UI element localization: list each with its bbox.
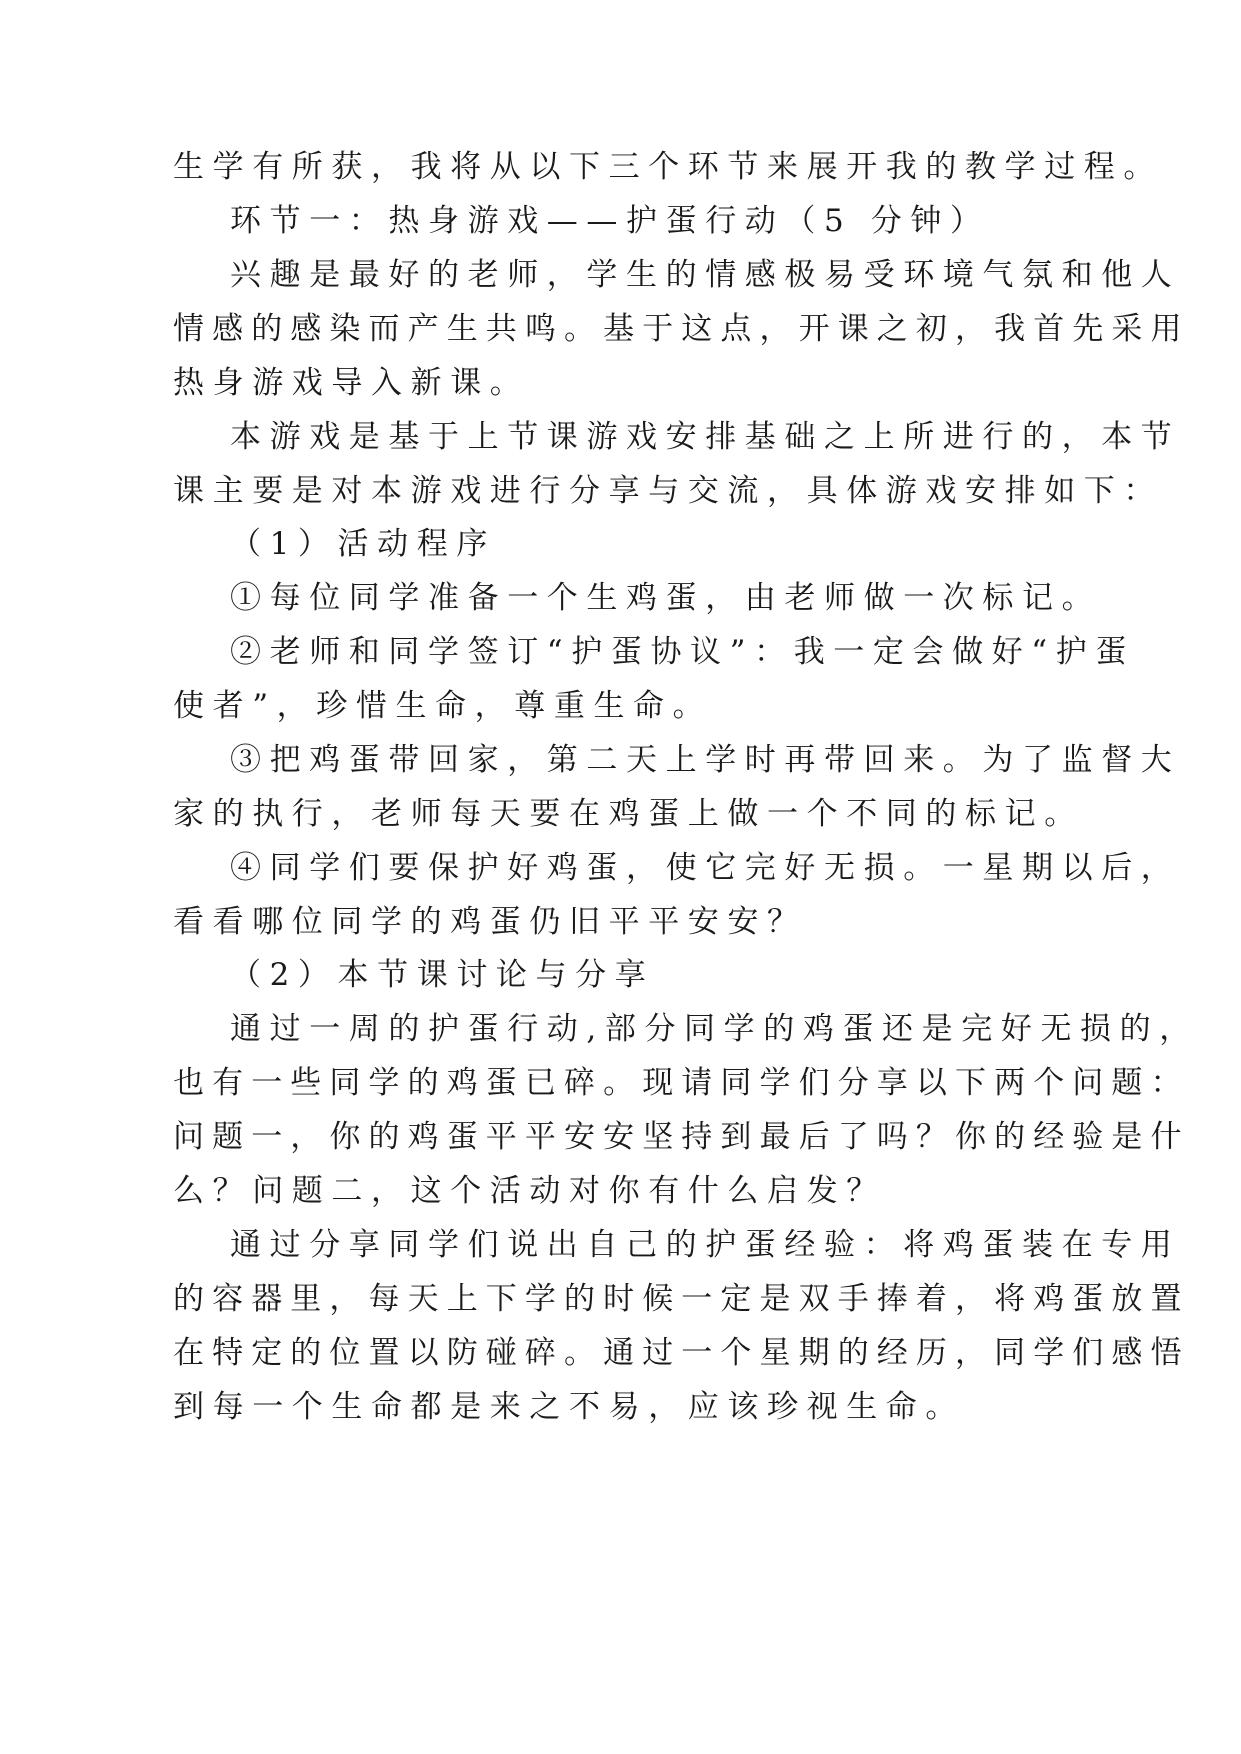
text-line: 情感的感染而产生共鸣。基于这点，开课之初，我首先采用 <box>173 311 1190 347</box>
text-line: 么？问题二，这个活动对你有什么启发？ <box>173 1173 886 1209</box>
text-line: 也有一些同学的鸡蛋已碎。现请同学们分享以下两个问题： <box>173 1065 1190 1101</box>
text-line: 到每一个生命都是来之不易，应该珍视生命。 <box>173 1389 965 1425</box>
section-heading: 环节一：热身游戏——护蛋行动（5 分钟） <box>230 203 990 239</box>
text-line: 本游戏是基于上节课游戏安排基础之上所进行的，本节 <box>230 419 1181 455</box>
list-item: ①每位同学准备一个生鸡蛋，由老师做一次标记。 <box>230 580 1102 616</box>
text-line: 兴趣是最好的老师，学生的情感极易受环境气氛和他人 <box>230 257 1181 293</box>
text-line: 问题一，你的鸡蛋平平安安坚持到最后了吗？你的经验是什 <box>173 1119 1190 1155</box>
text-line: 看看哪位同学的鸡蛋仍旧平平安安？ <box>173 904 807 940</box>
text-line: 的容器里，每天上下学的时候一定是双手捧着，将鸡蛋放置 <box>173 1281 1190 1317</box>
text-line: 生学有所获，我将从以下三个环节来展开我的教学过程。 <box>173 149 1163 185</box>
list-item: ③把鸡蛋带回家，第二天上学时再带回来。为了监督大 <box>230 742 1181 778</box>
subsection-heading: （2）本节课讨论与分享 <box>230 957 655 993</box>
subsection-heading: （1）活动程序 <box>230 526 496 562</box>
text-line: 热身游戏导入新课。 <box>173 365 530 401</box>
list-item: ②老师和同学签订“护蛋协议”：我一定会做好“护蛋 <box>230 634 1135 670</box>
list-item: ④同学们要保护好鸡蛋，使它完好无损。一星期以后， <box>230 850 1181 886</box>
text-line: 通过一周的护蛋行动,部分同学的鸡蛋还是完好无损的， <box>230 1011 1199 1047</box>
text-line: 课主要是对本游戏进行分享与交流，具体游戏安排如下： <box>173 473 1163 509</box>
text-line: 通过分享同学们说出自己的护蛋经验：将鸡蛋装在专用 <box>230 1227 1181 1263</box>
text-line: 在特定的位置以防碰碎。通过一个星期的经历，同学们感悟 <box>173 1335 1190 1371</box>
text-line: 家的执行，老师每天要在鸡蛋上做一个不同的标记。 <box>173 796 1084 832</box>
text-line: 使者”，珍惜生命，尊重生命。 <box>173 688 713 724</box>
